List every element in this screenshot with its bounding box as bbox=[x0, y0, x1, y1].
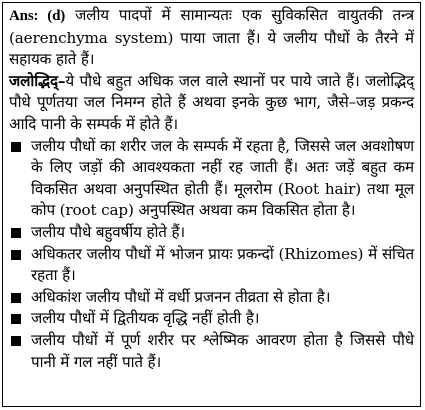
square-bullet-icon bbox=[11, 228, 21, 238]
list-item bbox=[9, 287, 414, 309]
answer-box bbox=[2, 2, 421, 407]
square-bullet-icon bbox=[11, 293, 21, 303]
square-bullet-icon bbox=[11, 250, 21, 260]
list-item bbox=[9, 308, 414, 330]
point-text: जलीय पौधों में द्वितीयक वृद्धि नहीं होती है। bbox=[31, 309, 260, 328]
list-item bbox=[9, 136, 414, 222]
square-bullet-icon bbox=[11, 314, 21, 324]
point-text: अधिकतर जलीय पौधों में भोजन प्रायः प्रकन्दों (Rhizomes) में संचित रहता हैं। bbox=[31, 244, 414, 285]
point-text: जलीय पौधे बहुवर्षीय होते हैं। bbox=[31, 222, 185, 241]
list-item bbox=[9, 244, 414, 287]
list-item bbox=[9, 222, 414, 244]
square-bullet-icon bbox=[11, 142, 21, 152]
answer-label: Ans: (d) bbox=[9, 8, 66, 24]
point-text: जलीय पौधों में पूर्ण शरीर पर श्लेष्मिक आवरण होता है जिससे पौधे पानी में गल नहीं पाते हैं। bbox=[31, 330, 414, 371]
list-item bbox=[9, 330, 414, 373]
section-heading: जलोद्भिद्– bbox=[9, 71, 66, 90]
point-text: जलीय पौधों का शरीर जल के सम्पर्क में रहता है, जिससे जल अवशोषण के लिए जड़ों की आवश्यकता नहीं रह जाती हैं। अतः जड़ें बहुत कम विकसित अथवा अनुपस्थित होती हैं। मूलरोम (Root hair) तथा मूल कोप (root cap) अनुपस्थित अथवा कम विकसित होता है। bbox=[31, 136, 414, 220]
point-text: अधिकांश जलीय पौधों में वर्धी प्रजनन तीव्रता से होता है। bbox=[31, 287, 331, 306]
answer-text: जलीय पादपों में सामान्यतः एक सुविकसित वायुतकी तन्त्र (aerenchyma system) पाया जाता हैं। ये जलीय पौधों के तैरने में सहायक हाते हैं। bbox=[9, 6, 415, 69]
section-paragraph bbox=[9, 71, 414, 136]
points-list bbox=[9, 136, 414, 374]
answer-paragraph bbox=[9, 5, 414, 71]
square-bullet-icon bbox=[11, 336, 21, 346]
section-text: ये पौधे बहुत अधिक जल वाले स्थानों पर पाये जाते हैं। जलोद्भिद् पौधे पूर्णतया जल निमग्न होते हैं अथवा इनके कुछ भाग, जैसे–जड़ प्रकन्द आदि पानी के सम्पर्क में होते हैं। bbox=[9, 71, 414, 133]
